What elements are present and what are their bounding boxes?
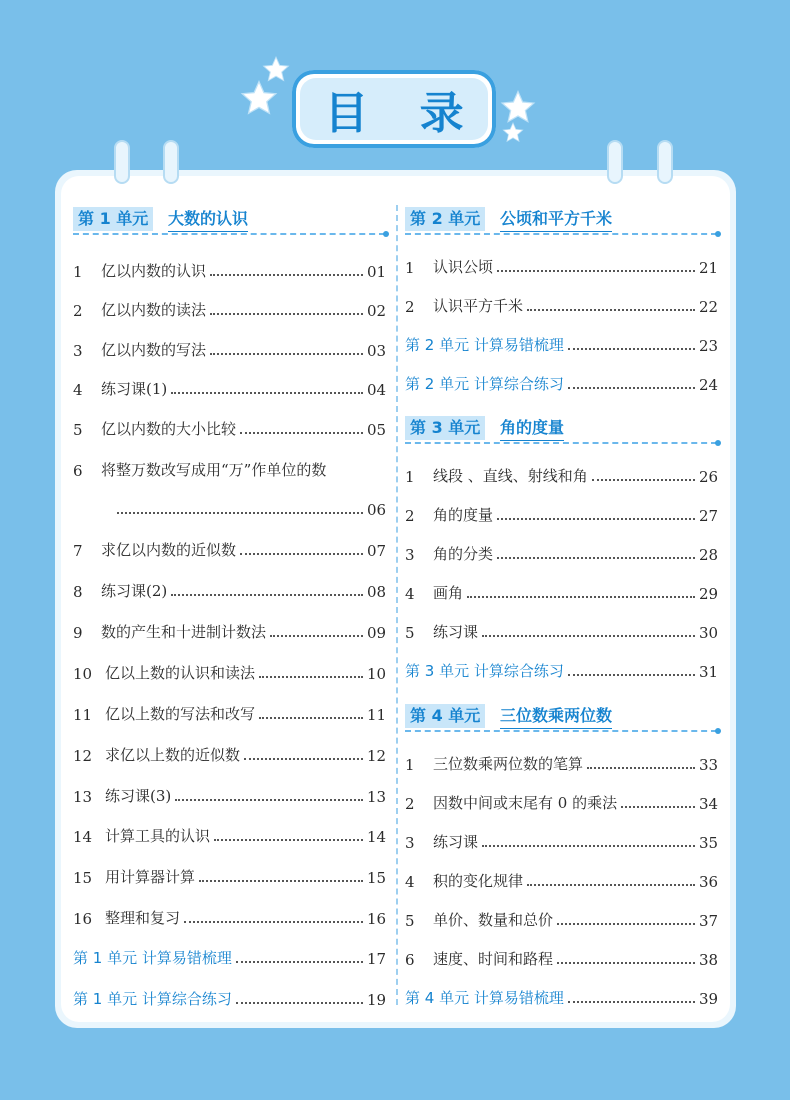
page-number: 24 (699, 376, 719, 394)
page-number: 34 (699, 795, 719, 813)
dot-leader (236, 1002, 363, 1004)
page-number: 16 (367, 910, 387, 928)
page-number: 35 (699, 834, 719, 852)
dot-leader (199, 880, 363, 882)
unit-heading (405, 700, 717, 732)
title-badge (292, 70, 496, 148)
dot-leader (236, 961, 363, 963)
page-number: 29 (699, 585, 719, 603)
toc-entry-review[interactable] (405, 655, 717, 681)
page-number: 31 (699, 663, 719, 681)
dot-leader (171, 392, 363, 394)
heading-end-dot (715, 231, 721, 237)
toc-entry[interactable] (73, 657, 385, 683)
entry-title: 练习课 (433, 833, 479, 851)
dot-leader (259, 676, 363, 678)
dot-leader (175, 799, 363, 801)
entry-number: 1 (73, 263, 83, 281)
entry-number: 2 (73, 302, 83, 320)
entry-title: 练习课(3) (105, 787, 172, 805)
entry-title: 三位数乘两位数的笔算 (433, 755, 584, 773)
star-icon (502, 122, 524, 144)
entry-number: 1 (405, 259, 415, 277)
toc-entry[interactable] (405, 616, 717, 642)
unit-title[interactable]: 三位数乘两位数 (500, 704, 612, 729)
dot-leader (568, 348, 695, 350)
entry-title: 第 2 单元 计算综合练习 (405, 375, 564, 393)
toc-entry[interactable] (405, 826, 717, 852)
dot-leader (497, 557, 695, 559)
page-number: 28 (699, 546, 719, 564)
toc-entry[interactable] (73, 902, 385, 928)
entry-number: 2 (405, 298, 415, 316)
toc-entry[interactable] (73, 616, 385, 642)
entry-number: 5 (405, 624, 415, 642)
star-icon (262, 56, 290, 84)
toc-entry-review[interactable] (405, 329, 717, 355)
entry-title: 亿以上数的写法和改写 (105, 705, 256, 723)
page-number: 15 (367, 869, 387, 887)
toc-entry[interactable] (405, 865, 717, 891)
dot-leader (568, 1001, 695, 1003)
page-number: 27 (699, 507, 719, 525)
entry-title: 练习课(1) (101, 380, 168, 398)
entry-title: 角的度量 (433, 506, 494, 524)
page-number: 13 (367, 788, 387, 806)
page-number: 23 (699, 337, 719, 355)
entry-title: 练习课 (433, 623, 479, 641)
dot-leader (592, 479, 695, 481)
page-number: 09 (367, 624, 387, 642)
dot-leader (240, 553, 363, 555)
toc-entry[interactable] (73, 820, 385, 846)
toc-entry[interactable] (405, 251, 717, 277)
toc-entry[interactable] (405, 538, 717, 564)
dot-leader (184, 921, 363, 923)
page-number: 11 (367, 706, 387, 724)
unit-title[interactable]: 公顷和平方千米 (500, 207, 612, 232)
toc-entry[interactable] (73, 255, 385, 281)
page-number: 08 (367, 583, 387, 601)
toc-entry[interactable] (405, 499, 717, 525)
entry-number: 5 (73, 421, 83, 439)
dot-leader (527, 884, 695, 886)
dot-leader (621, 806, 695, 808)
unit-heading (73, 203, 385, 235)
entry-number: 14 (73, 828, 93, 846)
toc-entry[interactable] (73, 575, 385, 601)
toc-entry[interactable] (73, 373, 385, 399)
entry-title: 认识公顷 (433, 258, 494, 276)
toc-entry-review[interactable] (405, 982, 717, 1008)
page-number: 37 (699, 912, 719, 930)
entry-title: 亿以内数的读法 (101, 301, 207, 319)
entry-title: 第 4 单元 计算易错梳理 (405, 989, 564, 1007)
entry-title: 求亿以内数的近似数 (101, 541, 237, 559)
page-number: 19 (367, 991, 387, 1009)
entry-number: 2 (405, 507, 415, 525)
entry-number: 15 (73, 869, 93, 887)
entry-title: 亿以内数的大小比较 (101, 420, 237, 438)
entry-number: 4 (405, 585, 415, 603)
toc-entry[interactable] (405, 577, 717, 603)
binder-ring (163, 140, 179, 184)
entry-number: 12 (73, 747, 93, 765)
unit-title[interactable]: 大数的认识 (168, 207, 248, 232)
entry-title: 计算工具的认识 (105, 827, 211, 845)
entry-number: 6 (405, 951, 415, 969)
entry-number: 1 (405, 756, 415, 774)
entry-title: 第 1 单元 计算易错梳理 (73, 949, 232, 967)
star-icon (240, 80, 278, 118)
entry-title: 数的产生和十进制计数法 (101, 623, 267, 641)
dot-leader (527, 309, 695, 311)
unit-tag: 第 4 单元 (405, 704, 485, 728)
toc-entry[interactable] (73, 780, 385, 806)
dot-leader (210, 313, 363, 315)
column-divider (396, 205, 398, 1005)
entry-number: 9 (73, 624, 83, 642)
page-number: 36 (699, 873, 719, 891)
entry-title: 第 3 单元 计算综合练习 (405, 662, 564, 680)
page-number: 12 (367, 747, 387, 765)
page-number: 14 (367, 828, 387, 846)
binder-ring (114, 140, 130, 184)
entry-number: 3 (405, 546, 415, 564)
dot-leader (210, 274, 363, 276)
dot-leader (568, 387, 695, 389)
toc-entry-review[interactable] (73, 942, 385, 968)
entry-title: 练习课(2) (101, 582, 168, 600)
entry-number: 3 (405, 834, 415, 852)
dot-leader (587, 767, 695, 769)
toc-entry[interactable] (405, 943, 717, 969)
toc-entry[interactable] (73, 861, 385, 887)
entry-title: 角的分类 (433, 545, 494, 563)
toc-entry[interactable] (405, 748, 717, 774)
toc-entry[interactable] (73, 334, 385, 360)
heading-end-dot (715, 728, 721, 734)
unit-heading (405, 203, 717, 235)
entry-title: 亿以内数的写法 (101, 341, 207, 359)
toc-entry[interactable] (405, 460, 717, 486)
dot-leader (557, 923, 695, 925)
entry-title: 线段 、直线、射线和角 (433, 467, 588, 485)
entry-title: 因数中间或末尾有 0 的乘法 (433, 794, 618, 812)
toc-entry[interactable] (73, 698, 385, 724)
page-number: 01 (367, 263, 387, 281)
entry-title: 将整万数改写成用“万”作单位的数 (101, 461, 327, 479)
dot-leader (497, 270, 695, 272)
toc-entry[interactable] (405, 290, 717, 316)
dot-leader (557, 962, 695, 964)
entry-number: 7 (73, 542, 83, 560)
toc-entry-review[interactable] (405, 368, 717, 394)
binder-ring (657, 140, 673, 184)
toc-entry[interactable] (405, 904, 717, 930)
dot-leader (497, 518, 695, 520)
binder-ring (607, 140, 623, 184)
entry-title: 积的变化规律 (433, 872, 524, 890)
entry-title: 亿以上数的认识和读法 (105, 664, 256, 682)
page-number: 30 (699, 624, 719, 642)
dot-leader (270, 635, 363, 637)
page-title: 目 录 (300, 78, 488, 140)
entry-title: 整理和复习 (105, 909, 181, 927)
toc-entry-review[interactable] (73, 983, 385, 1009)
page-number: 33 (699, 756, 719, 774)
dot-leader (467, 596, 695, 598)
entry-number: 8 (73, 583, 83, 601)
unit-tag: 第 1 单元 (73, 207, 153, 231)
entry-title: 第 1 单元 计算综合练习 (73, 990, 232, 1008)
entry-number: 10 (73, 665, 93, 683)
dot-leader (259, 717, 363, 719)
heading-end-dot (715, 440, 721, 446)
page-number: 05 (367, 421, 387, 439)
page-number: 17 (367, 950, 387, 968)
entry-title: 求亿以上数的近似数 (105, 746, 241, 764)
entry-title: 单价、数量和总价 (433, 911, 554, 929)
page-number: 03 (367, 342, 387, 360)
entry-number: 3 (73, 342, 83, 360)
page-number: 02 (367, 302, 387, 320)
entry-title: 第 2 单元 计算易错梳理 (405, 336, 564, 354)
dot-leader (240, 432, 363, 434)
unit-title[interactable]: 角的度量 (500, 416, 564, 441)
page-number: 07 (367, 542, 387, 560)
entry-title: 画角 (433, 584, 464, 602)
toc-entry[interactable] (73, 534, 385, 560)
dot-leader (568, 674, 695, 676)
unit-tag: 第 2 单元 (405, 207, 485, 231)
page-number: 26 (699, 468, 719, 486)
entry-number: 11 (73, 706, 93, 724)
toc-entry[interactable] (73, 413, 385, 439)
entry-number: 5 (405, 912, 415, 930)
toc-entry[interactable] (405, 787, 717, 813)
dot-leader (214, 839, 363, 841)
entry-title: 用计算器计算 (105, 868, 196, 886)
heading-end-dot (383, 231, 389, 237)
dot-leader (210, 353, 363, 355)
page-number: 04 (367, 381, 387, 399)
toc-entry[interactable] (73, 294, 385, 320)
unit-tag: 第 3 单元 (405, 416, 485, 440)
page-number: 38 (699, 951, 719, 969)
entry-title: 认识平方千米 (433, 297, 524, 315)
entry-number: 16 (73, 910, 93, 928)
entry-title: 速度、时间和路程 (433, 950, 554, 968)
entry-number: 4 (73, 381, 83, 399)
dot-leader (171, 594, 363, 596)
dot-leader (117, 512, 363, 514)
entry-number: 2 (405, 795, 415, 813)
page-number: 21 (699, 259, 719, 277)
star-icon (500, 90, 536, 126)
page-number: 10 (367, 665, 387, 683)
page-number: 22 (699, 298, 719, 316)
dot-leader (482, 845, 695, 847)
page-number: 39 (699, 990, 719, 1008)
page-number: 06 (367, 501, 387, 519)
entry-number: 1 (405, 468, 415, 486)
toc-entry-continued[interactable] (73, 493, 385, 519)
dot-leader (244, 758, 363, 760)
entry-title: 亿以内数的认识 (101, 262, 207, 280)
toc-entry[interactable] (73, 739, 385, 765)
entry-number: 13 (73, 788, 93, 806)
toc-entry[interactable] (73, 454, 385, 480)
entry-number: 4 (405, 873, 415, 891)
dot-leader (482, 635, 695, 637)
unit-heading (405, 412, 717, 444)
entry-number: 6 (73, 462, 83, 480)
